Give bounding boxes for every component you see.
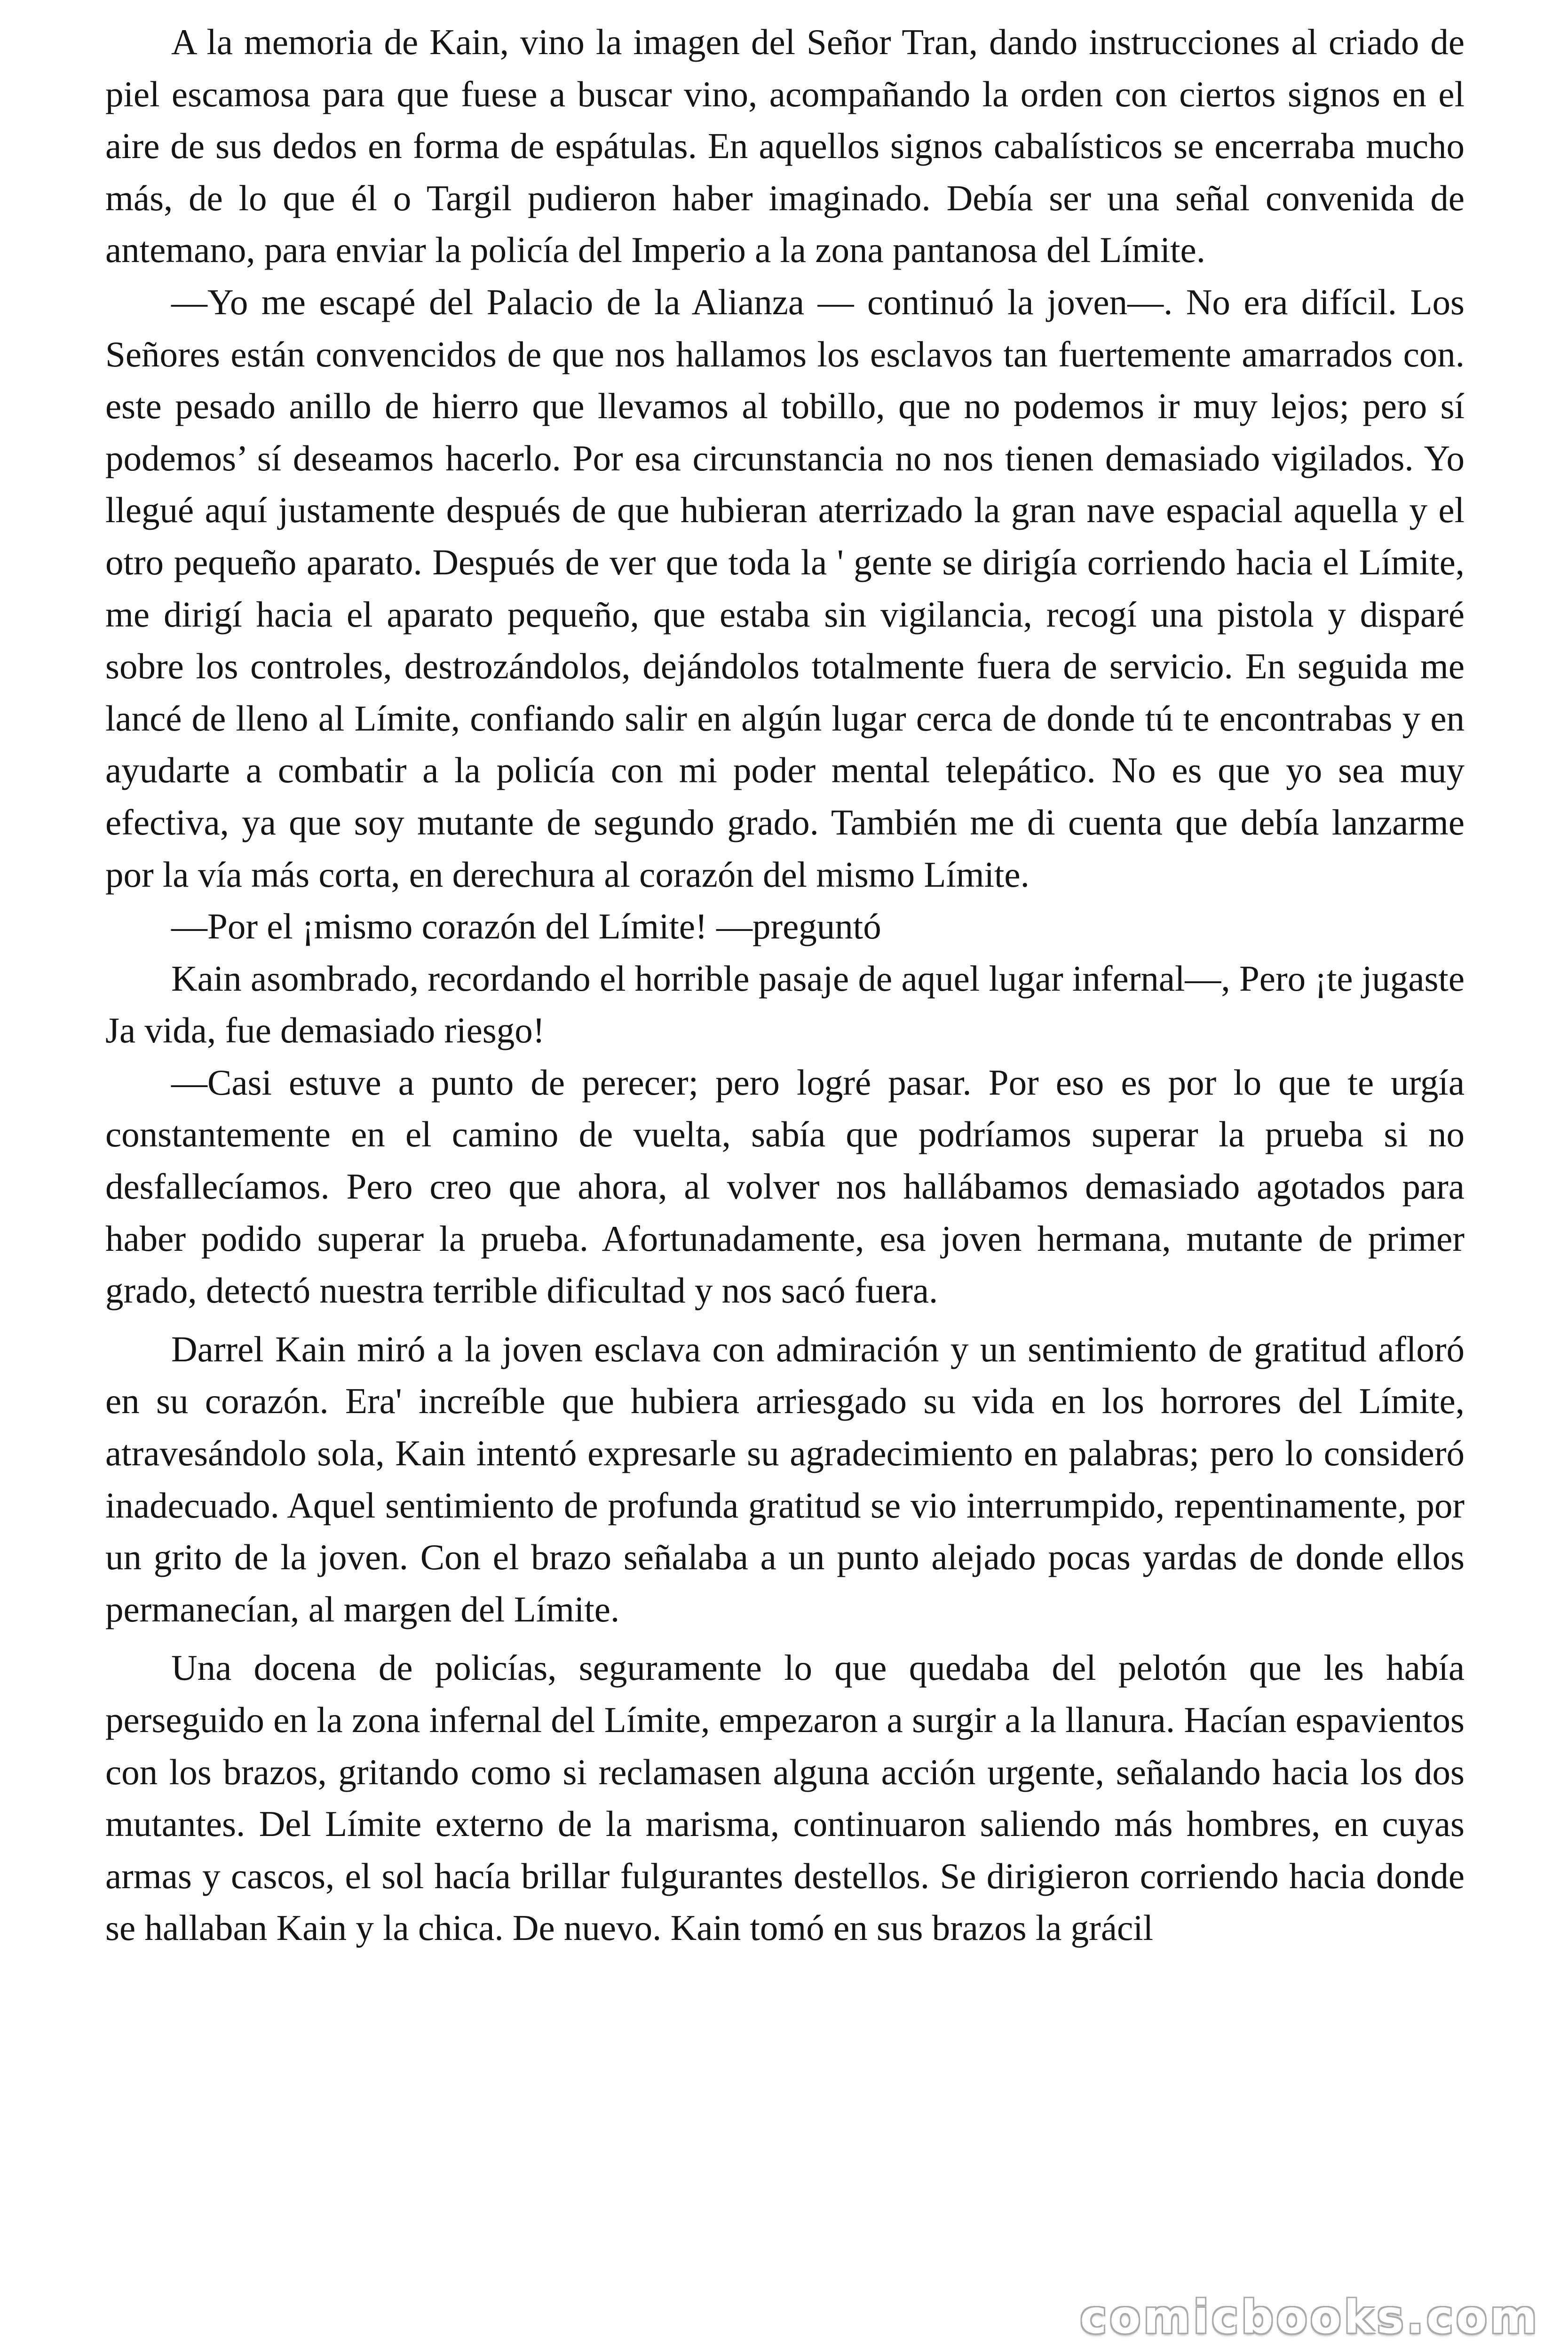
watermark-logo: comicbooks.com [1080,2291,1540,2344]
paragraph-2: —Yo me escapé del Palacio de la Alianza — continuó la joven—. No era difícil. Los Señores están convencidos de que nos hallamos los esclavos tan fuertemente amarrados con. este pesado anillo de hierro que llevamos al tobillo, que no podemos ir muy lejos; pero sí podemos’ sí deseamos hacerlo. Por esa circunstancia no nos tienen demasiado vigilados. Yo llegué aquí justamente después de que hubieran aterrizado la gran nave espacial aquella y el otro pequeño aparato. Después de ver que toda la ' gente se dirigía corriendo hacia el Límite, me dirigí hacia el aparato pequeño, que estaba sin vigilancia, recogí una pistola y disparé sobre los controles, destrozándolos, dejándolos totalmente fuera de servicio. En seguida me lancé de lleno al Límite, confiando salir en algún lugar cerca de donde tú te encontrabas y en ayudarte a combatir a la policía con mi poder mental telepático. No es que yo sea muy efectiva, ya que soy mutante de segundo grado. También me di cuenta que debía lanzarme por la vía más corta, en derechura al corazón del mismo Límite. [105,281,1465,895]
page-text [105,16,1465,2316]
paragraph-6: Darrel Kain miró a la joven esclava con admiración y un sentimiento de gratitud afloró en su corazón. Era' increíble que hubiera arriesgado su vida en los horrores del Límite, atravesándolo sola, Kain intentó expresarle su agradecimiento en palabras; pero lo consideró inadecuado. Aquel sentimiento de profunda gratitud se vio interrumpido, repentinamente, por un grito de la joven. Con el brazo señalaba a un punto alejado pocas yardas de donde ellos permanecían, al margen del Límite. [105,1328,1465,1629]
paragraph-7: Una docena de policías, seguramente lo que quedaba del pelotón que les había perseguido en la zona infernal del Límite, empezaron a surgir a la llanura. Hacían espavientos con los brazos, gritando como si reclamasen alguna acción urgente, señalando hacia los dos mutantes. Del Límite externo de la marisma, continuaron saliendo más hombres, en cuyas armas y cascos, el sol hacía brillar fulgurantes destellos. Se dirigieron corriendo hacia donde se hallaban Kain y la chica. De nuevo. Kain tomó en sus brazos la grácil [105,1647,1465,1948]
paragraph-4: Kain asombrado, recordando el horrible pasaje de aquel lugar infernal—, Pero ¡te jugaste Ja vida, fue demasiado riesgo! [105,958,1465,1051]
paragraph-5: —Casi estuve a punto de perecer; pero logré pasar. Por eso es por lo que te urgía constantemente en el camino de vuelta, sabía que podríamos superar la prueba si no desfallecíamos. Pero creo que ahora, al volver nos hallábamos demasiado agotados para haber podido superar la prueba. Afortunadamente, esa joven hermana, mutante de primer grado, detectó nuestra terrible dificultad y nos sacó fuera. [105,1062,1465,1311]
paragraph-1: A la memoria de Kain, vino la imagen del Señor Tran, dando instrucciones al criado de piel escamosa para que fuese a buscar vino, acompañando la orden con ciertos signos en el aire de sus dedos en forma de espátulas. En aquellos signos cabalísticos se encerraba mucho más, de lo que él o Targil pudieron haber imaginado. Debía ser una señal convenida de antemano, para enviar la policía del Imperio a la zona pantanosa del Límite. [105,22,1465,270]
paragraph-3: —Por el ¡mismo corazón del Límite! —preguntó [171,906,881,947]
